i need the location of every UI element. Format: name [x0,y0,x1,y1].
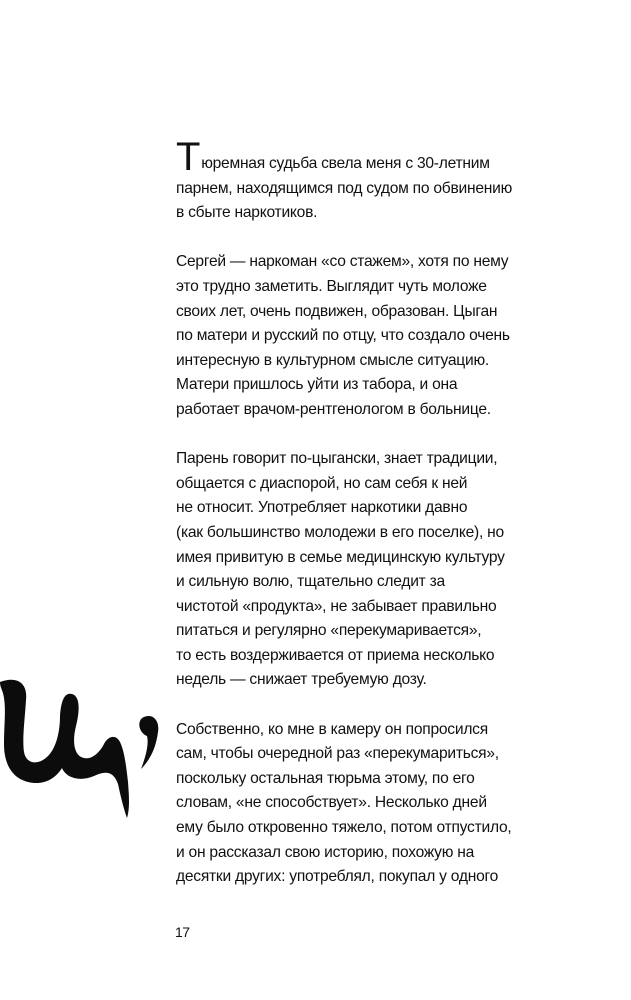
text-line: Собственно, ко мне в камеру он попросился [176,720,488,738]
page-number: 17 [175,924,190,940]
paragraph-1 [176,135,596,226]
text-line: юремная судьба свела меня с 30-летним [201,155,490,172]
brush-stroke-left [0,680,129,818]
text-line: Сергей — наркоман «со стажем», хотя по нему [176,253,509,271]
text-line: не относит. Употребляет наркотики давно [176,499,468,517]
text-line: сам, чтобы очередной раз «перекумариться», [176,745,499,763]
text-line: питаться и регулярно «перекумаривается», [176,622,482,640]
brush-comma [139,716,158,769]
text-line: имея привитую в семье медицинскую культуру [176,548,505,566]
text-line: и сильную волю, тщательно следит за [176,573,445,591]
text-line: и он рассказал свою историю, похожую на [176,843,475,861]
text-line: работает врачом-рентгенологом в больнице. [176,400,491,418]
first-line [176,135,596,179]
article-body [176,135,596,914]
text-line: десятки других: употреблял, покупал у одного [176,868,499,886]
paragraph-2 [176,250,596,422]
text-line: это трудно заметить. Выглядит чуть моложе [176,277,487,295]
text-line: общается с диаспорой, но сам себя к ней [176,474,468,492]
text-line: по матери и русский по отцу, что создало очень [176,327,510,345]
text-line: (как большинство молодежи в его поселке), но [176,523,504,541]
text-line: интересную в культурном смысле ситуацию. [176,351,489,369]
drop-cap: Т [176,135,201,179]
paragraph-3 [176,447,596,693]
calligraphy-brush-mark [0,660,175,830]
text-line: в сбыте наркотиков. [176,204,318,222]
text-line: парнем, находящимся под судом по обвинению [176,179,513,197]
text-line: Парень говорит по-цыгански, знает традиции, [176,450,498,468]
text-line: то есть воздерживается от приема несколько [176,646,495,664]
text-line: словам, «не способствует». Несколько дней [176,794,487,812]
text-line: ему было откровенно тяжело, потом отпустило, [176,819,512,837]
text-line: своих лет, очень подвижен, образован. Цыган [176,302,498,320]
text-line: недель — снижает требуемую дозу. [176,671,427,689]
text-line: поскольку остальная тюрьма этому, по его [176,769,475,787]
text-line: Матери пришлось уйти из табора, и она [176,376,458,394]
paragraph-4 [176,718,596,890]
text-line: чистотой «продукта», не забывает правильно [176,597,497,615]
